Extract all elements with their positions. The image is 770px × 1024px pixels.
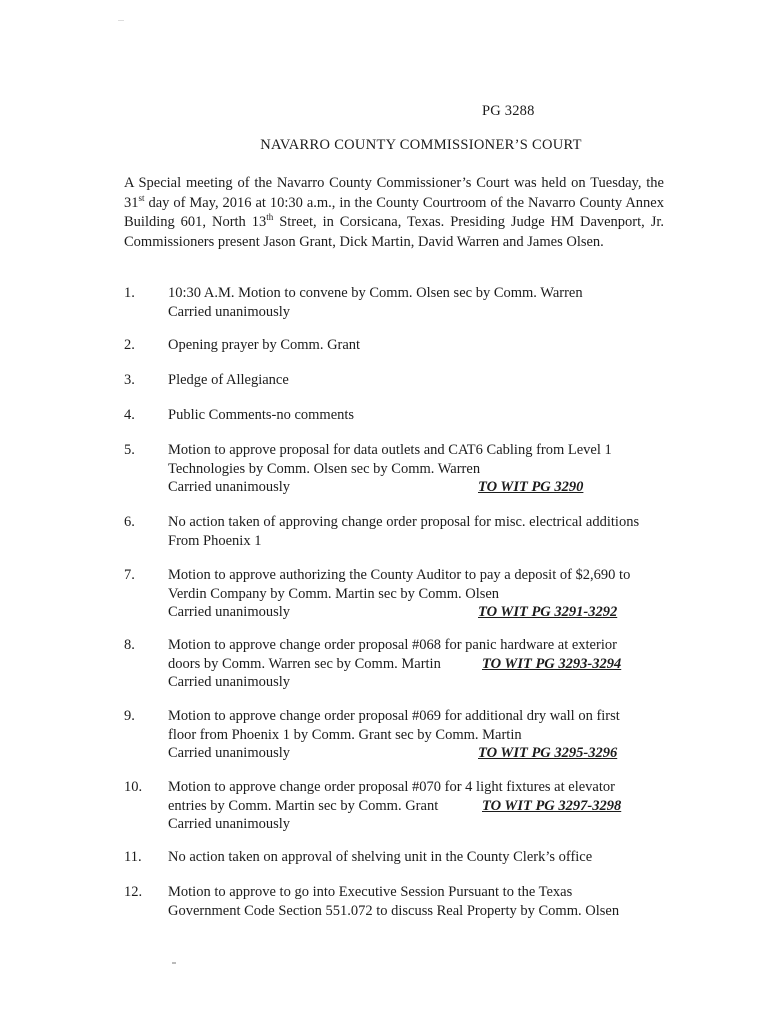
agenda-item-number: 8. <box>124 637 135 653</box>
intro-line-5: James Olsen. <box>527 233 604 250</box>
agenda-item-line-text: Carried unanimously <box>168 816 291 832</box>
agenda-item-line <box>168 603 664 622</box>
intro-line-2-a: the 31 <box>124 175 664 211</box>
agenda-item-number: 5. <box>124 442 135 458</box>
agenda-item-line-text: Technologies by Comm. Olsen sec by Comm. Warren <box>168 460 481 477</box>
agenda-item-line-text: Motion to approve to go into Executive Session Pursuant to the Texas <box>168 884 573 900</box>
agenda-item-line-text: Motion to approve proposal for data outlets and CAT6 Cabling from Level 1 <box>168 442 612 458</box>
court-title: NAVARRO COUNTY COMMISSIONER’S COURT <box>260 137 582 153</box>
intro-line-3-a: Annex Building 601, North 13 <box>124 194 664 230</box>
to-wit-reference: TO WIT PG 3297-3298 <box>482 797 622 814</box>
agenda-item-line <box>168 797 664 816</box>
agenda-item-number: 9. <box>124 708 135 724</box>
agenda-item-line <box>168 778 664 797</box>
agenda-item-line <box>168 655 664 674</box>
agenda-item-text <box>168 636 664 692</box>
agenda-item-number: 1. <box>124 285 135 301</box>
agenda-item-number: 12. <box>124 884 143 900</box>
agenda-item-text <box>168 883 664 920</box>
agenda-item-line <box>168 478 664 497</box>
agenda-item-line-text: From Phoenix 1 <box>168 532 262 549</box>
agenda-item-line-text: Carried unanimously <box>168 479 291 495</box>
agenda-item-line <box>168 460 664 479</box>
agenda-item-line-text: No action taken on approval of shelving unit in the County Clerk’s office <box>168 849 593 865</box>
intro-sup-th: th <box>266 212 274 223</box>
agenda-item-line-text: Carried unanimously <box>168 303 291 320</box>
agenda-item-line <box>168 441 664 460</box>
agenda-item-line-text: Carried unanimously <box>168 604 291 620</box>
agenda-item-line <box>168 673 664 692</box>
agenda-item-line-text: 10:30 A.M. Motion to convene by Comm. Olsen sec by Comm. Warren <box>168 285 583 301</box>
intro-line-1: A Special meeting of the Navarro County Commissioner’s Court was held on Tuesday, <box>124 175 642 191</box>
agenda-item-line <box>168 336 664 355</box>
agenda-item-line <box>168 848 664 867</box>
agenda-item-line <box>168 284 664 303</box>
agenda-item-line <box>168 883 664 902</box>
agenda-item-number: 4. <box>124 407 135 423</box>
agenda-item-text <box>168 848 664 867</box>
agenda-item-line <box>168 744 664 763</box>
agenda-item-line-text: Motion to approve authorizing the County Auditor to pay a deposit of $2,690 to <box>168 567 631 583</box>
to-wit-reference: TO WIT PG 3293-3294 <box>482 655 622 672</box>
intro-line-4: Davenport, Jr. Commissioners present Jason Grant, Dick Martin, David Warren and <box>124 214 665 250</box>
agenda-item-line-text: Carried unanimously <box>168 745 291 761</box>
agenda-item-line <box>168 636 664 655</box>
agenda-item-text <box>168 513 664 550</box>
agenda-item-number: 11. <box>124 849 142 865</box>
agenda-item-number: 7. <box>124 567 135 583</box>
agenda-item-number: 2. <box>124 337 135 353</box>
agenda-item-text <box>168 336 664 355</box>
agenda-item-line-text: Pledge of Allegiance <box>168 372 289 388</box>
page-number: PG 3288 <box>482 103 535 119</box>
agenda-item-line-text: Public Comments-no comments <box>168 407 355 423</box>
agenda-item-number: 10. <box>124 779 143 795</box>
agenda-item-text <box>168 406 664 425</box>
agenda-item-line <box>168 371 664 390</box>
agenda-item-text <box>168 707 664 763</box>
agenda-item-line-text: floor from Phoenix 1 by Comm. Grant sec by Comm. Martin <box>168 726 522 743</box>
agenda-item-line-text: Carried unanimously <box>168 674 291 690</box>
agenda-item-line <box>168 303 664 322</box>
agenda-item-line-text: Opening prayer by Comm. Grant <box>168 337 361 353</box>
agenda-item-number: 6. <box>124 514 135 530</box>
to-wit-reference: TO WIT PG 3291-3292 <box>478 604 618 620</box>
agenda-item-line-text: No action taken of approving change order proposal for misc. electrical additions <box>168 514 640 530</box>
intro-line-3-b: Street, in Corsicana, Texas. Presiding Judge HM <box>273 214 575 230</box>
agenda-item-line <box>168 532 664 551</box>
agenda-item-line-text: entries by Comm. Martin sec by Comm. Grant <box>168 797 439 814</box>
to-wit-reference: TO WIT PG 3290 <box>478 479 584 495</box>
agenda-item-line-text: Verdin Company by Comm. Martin sec by Comm. Olsen <box>168 585 500 602</box>
agenda-item-line <box>168 406 664 425</box>
intro-sup-st: st <box>138 192 145 203</box>
agenda-item-text <box>168 284 664 321</box>
agenda-item-line <box>168 902 664 921</box>
agenda-item-line-text: Motion to approve change order proposal #068 for panic hardware at exterior <box>168 637 617 653</box>
agenda-item-line <box>168 726 664 745</box>
scan-dot <box>172 962 176 964</box>
agenda-item-line-text: doors by Comm. Warren sec by Comm. Martin <box>168 655 441 672</box>
agenda-item-text <box>168 566 664 622</box>
agenda-item-line-text: Motion to approve change order proposal #069 for additional dry wall on first <box>168 708 620 724</box>
agenda-item-line-text: Government Code Section 551.072 to discuss Real Property by Comm. Olsen <box>168 902 620 919</box>
agenda-item-text <box>168 778 664 834</box>
intro-line-2-b: day of May, 2016 at 10:30 a.m., in the County Courtroom of the Navarro County <box>144 194 623 211</box>
agenda-item-line <box>168 707 664 726</box>
agenda-item-line <box>168 585 664 604</box>
intro-paragraph <box>124 174 664 252</box>
agenda-item-line-text: Motion to approve change order proposal #070 for 4 light fixtures at elevator <box>168 779 615 795</box>
agenda-item-text <box>168 441 664 497</box>
agenda-item-line <box>168 566 664 585</box>
scan-mark <box>118 20 124 21</box>
agenda-item-line <box>168 815 664 834</box>
agenda-item-number: 3. <box>124 372 135 388</box>
agenda-item-text <box>168 371 664 390</box>
to-wit-reference: TO WIT PG 3295-3296 <box>478 745 618 761</box>
agenda-item-line <box>168 513 664 532</box>
